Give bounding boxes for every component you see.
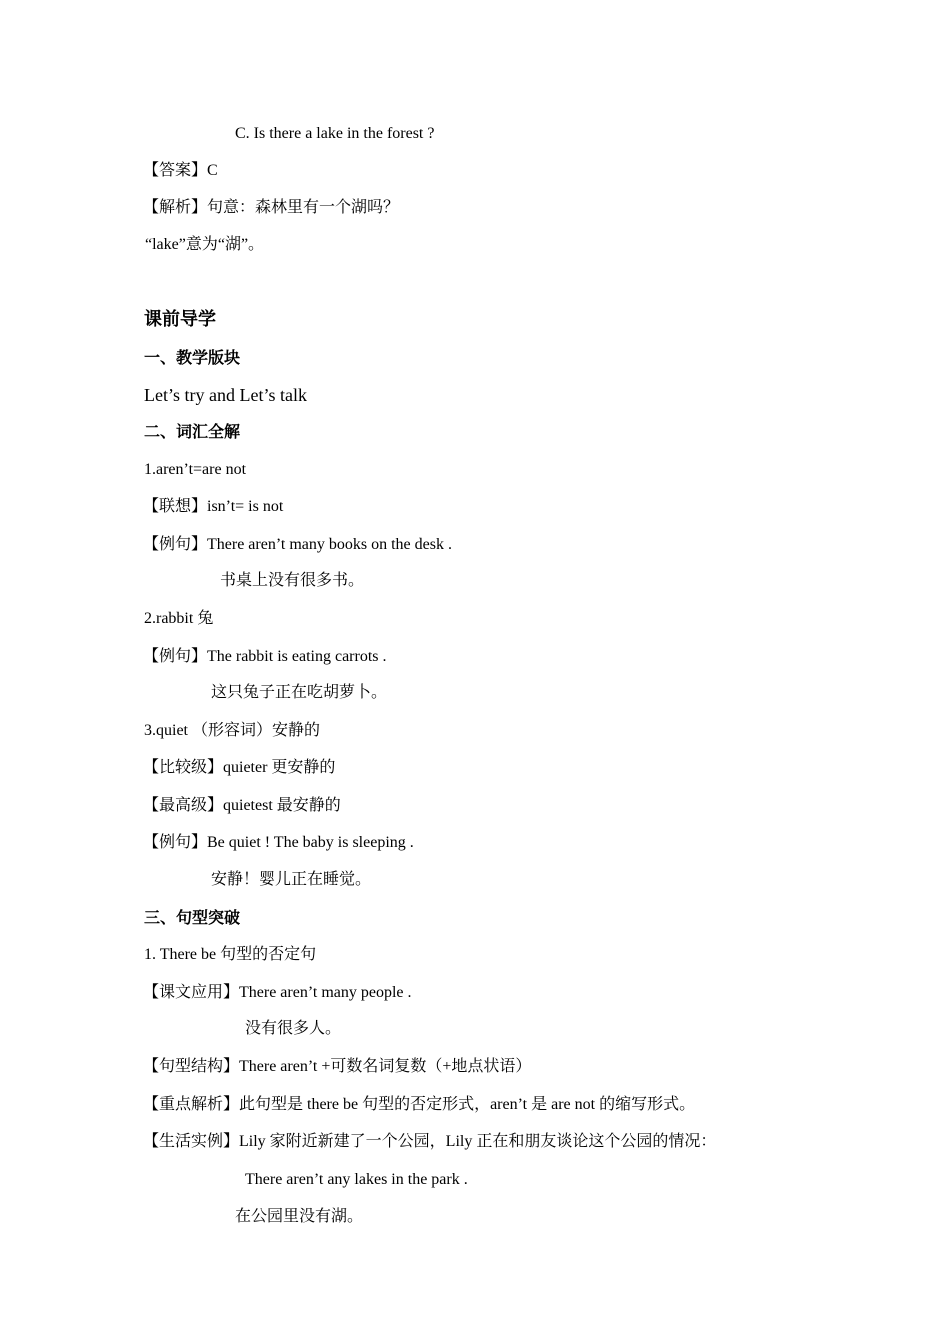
life-example-line: 【生活实例】Lily 家附近新建了一个公园，Lily 正在和朋友谈论这个公园的情况： — [143, 1133, 717, 1150]
key-analysis-line: 【重点解析】此句型是 there be 句型的否定形式，aren’t 是 are not 的缩写形式。 — [143, 1096, 696, 1113]
section-title-preview-guide: 课前导学 — [144, 309, 216, 330]
text-application-translation: 没有很多人。 — [245, 1020, 342, 1037]
example-line-1: 【例句】There aren’t many books on the desk . — [143, 536, 452, 553]
superlative-line: 【最高级】quietest 最安静的 — [143, 797, 341, 814]
sentence-structure-line: 【句型结构】There aren’t +可数名词复数（+地点状语） — [143, 1058, 532, 1075]
example-translation-2: 这只兔子正在吃胡萝卜。 — [211, 684, 388, 701]
analysis-line: 【解析】句意：森林里有一个湖吗？ — [143, 199, 400, 216]
life-example-translation: 在公园里没有湖。 — [235, 1208, 364, 1225]
pattern-item-there-be: 1. There be 句型的否定句 — [144, 946, 317, 963]
association-line: 【联想】isn’t= is not — [143, 498, 284, 515]
answer-line: 【答案】C — [143, 162, 218, 179]
example-translation-1: 书桌上没有很多书。 — [220, 572, 365, 589]
option-c-line: C. Is there a lake in the forest ? — [235, 125, 435, 142]
comparative-line: 【比较级】quieter 更安静的 — [143, 759, 336, 776]
heading-vocabulary: 二、词汇全解 — [144, 422, 241, 441]
vocab-item-quiet: 3.quiet （形容词）安静的 — [144, 722, 320, 739]
heading-teaching-section: 一、教学版块 — [144, 348, 241, 367]
heading-sentence-patterns: 三、句型突破 — [144, 908, 241, 927]
lesson-name: Let’s try and Let’s talk — [144, 385, 307, 405]
text-application-line: 【课文应用】There aren’t many people . — [143, 984, 412, 1001]
example-line-2: 【例句】The rabbit is eating carrots . — [143, 648, 387, 665]
vocab-item-rabbit: 2.rabbit 兔 — [144, 610, 214, 627]
life-example-sentence: There aren’t any lakes in the park . — [245, 1171, 468, 1188]
example-translation-3: 安静！婴儿正在睡觉。 — [211, 871, 372, 888]
vocab-item-arent: 1.aren’t=are not — [144, 461, 247, 478]
lake-meaning-line: “lake”意为“湖”。 — [145, 236, 265, 253]
example-line-3: 【例句】Be quiet ! The baby is sleeping . — [143, 834, 414, 851]
